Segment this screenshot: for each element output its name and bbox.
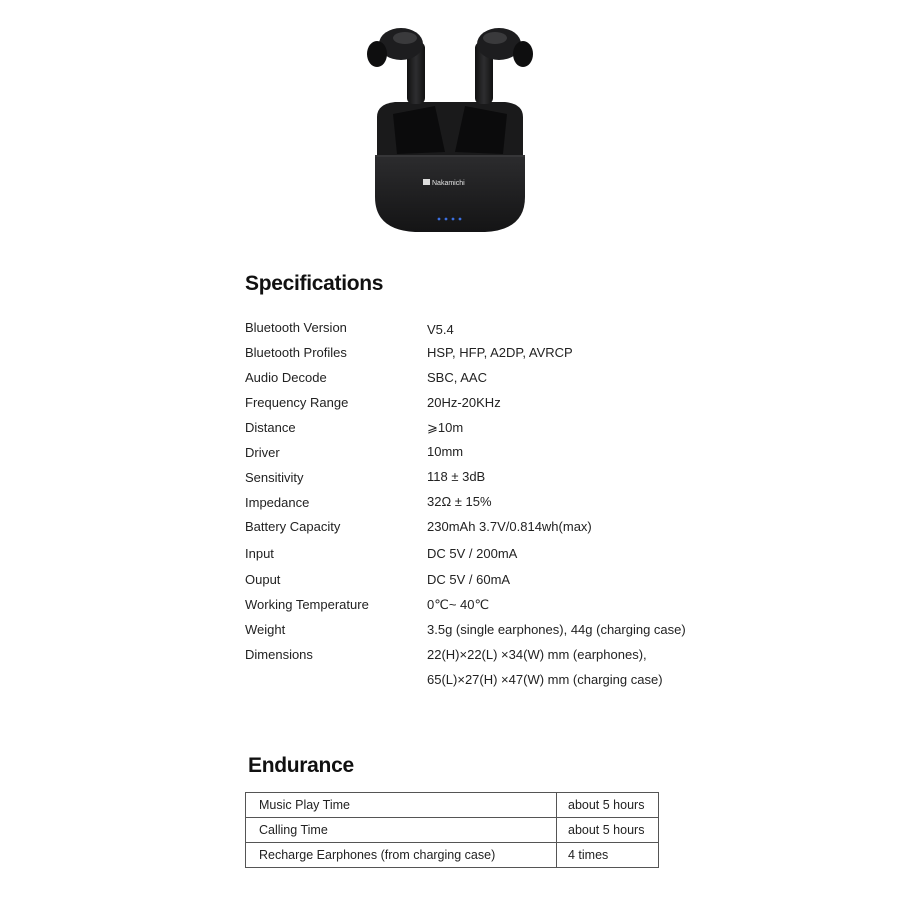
spec-value: 230mAh 3.7V/0.814wh(max) xyxy=(427,519,592,534)
spec-row-battery-capacity xyxy=(245,519,725,541)
spec-label: Ouput xyxy=(245,572,281,587)
spec-value: DC 5V / 60mA xyxy=(427,572,511,587)
spec-label: Audio Decode xyxy=(245,370,327,385)
spec-row-dimensions xyxy=(245,647,725,669)
spec-label: Input xyxy=(245,546,274,561)
spec-row-sensitivity xyxy=(245,469,725,491)
endurance-value: about 5 hours xyxy=(557,818,659,843)
endurance-value: 4 times xyxy=(557,843,659,868)
spec-label: Driver xyxy=(245,445,280,460)
spec-value: 3.5g (single earphones), 44g (charging case) xyxy=(427,622,686,637)
spec-row-input xyxy=(245,546,725,568)
spec-row-impedance xyxy=(245,494,725,516)
spec-row-audio-decode xyxy=(245,370,725,392)
endurance-table xyxy=(245,792,659,868)
spec-row-bluetooth-version xyxy=(245,320,725,342)
table-row xyxy=(246,793,659,818)
spec-row-frequency-range xyxy=(245,395,725,417)
earbuds-case-illustration xyxy=(355,22,545,237)
spec-value: DC 5V / 200mA xyxy=(427,546,518,561)
spec-label: Bluetooth Profiles xyxy=(245,345,347,360)
spec-value: V5.4 xyxy=(427,322,454,337)
table-row xyxy=(246,818,659,843)
spec-label: Bluetooth Version xyxy=(245,320,347,335)
spec-label: Working Temperature xyxy=(245,597,369,612)
endurance-value: about 5 hours xyxy=(557,793,659,818)
spec-label: Sensitivity xyxy=(245,470,304,485)
right-earbud xyxy=(475,28,533,104)
spec-value: 20Hz-20KHz xyxy=(427,395,501,410)
specifications-title: Specifications xyxy=(245,272,384,295)
spec-value: 10mm xyxy=(427,444,464,459)
spec-row-output xyxy=(245,572,725,594)
spec-value: 65(L)×27(H) ×47(W) mm (charging case) xyxy=(427,672,663,687)
spec-row-bluetooth-profiles xyxy=(245,345,725,367)
spec-row-working-temperature xyxy=(245,597,725,619)
spec-value: 118 ± 3dB xyxy=(427,469,486,484)
spec-value: HSP, HFP, A2DP, AVRCP xyxy=(427,345,573,360)
product-image xyxy=(355,22,545,237)
spec-row-weight xyxy=(245,622,725,644)
spec-label: Distance xyxy=(245,420,296,435)
endurance-title: Endurance xyxy=(248,754,354,777)
endurance-label: Calling Time xyxy=(246,818,557,843)
brand-logo: Nakamichi xyxy=(432,180,465,187)
spec-label: Impedance xyxy=(245,495,310,510)
spec-value: 22(H)×22(L) ×34(W) mm (earphones), xyxy=(427,647,647,662)
spec-value: 32Ω ± 15% xyxy=(427,494,492,509)
spec-label: Frequency Range xyxy=(245,395,349,410)
spec-label: Battery Capacity xyxy=(245,519,341,534)
spec-row-driver xyxy=(245,444,725,466)
spec-value: 0℃~ 40℃ xyxy=(427,597,490,612)
endurance-label: Music Play Time xyxy=(246,793,557,818)
spec-value: SBC, AAC xyxy=(427,370,487,385)
spec-label: Dimensions xyxy=(245,647,313,662)
left-earbud xyxy=(367,28,425,104)
spec-row-dimensions-continued xyxy=(245,672,725,694)
table-row xyxy=(246,843,659,868)
endurance-label: Recharge Earphones (from charging case) xyxy=(246,843,557,868)
spec-label: Weight xyxy=(245,622,286,637)
spec-value: ⩾10m xyxy=(427,420,464,435)
spec-row-distance xyxy=(245,420,725,442)
